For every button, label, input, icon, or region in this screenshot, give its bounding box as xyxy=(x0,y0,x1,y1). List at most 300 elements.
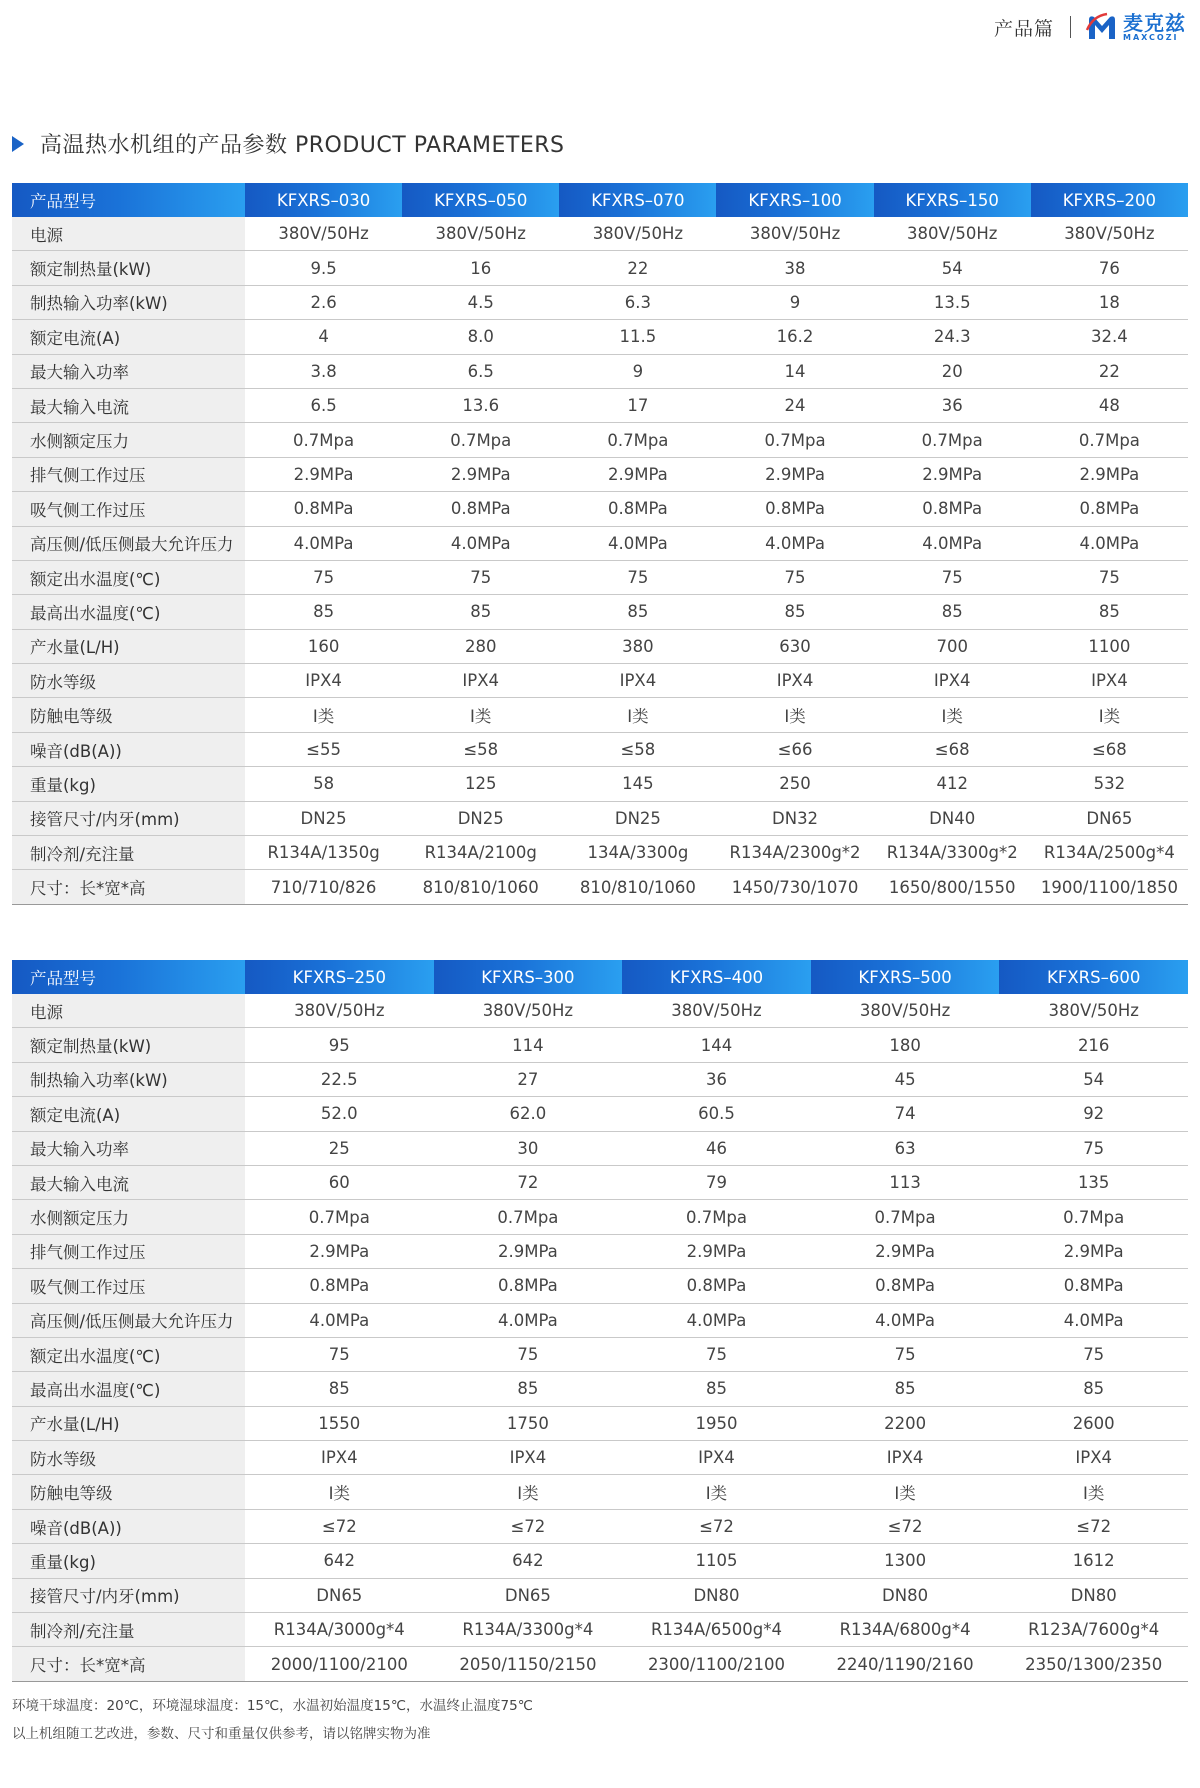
table-cell: 4.0MPa xyxy=(999,1303,1188,1337)
table-row xyxy=(12,1613,1188,1647)
row-label: 最高出水温度(℃) xyxy=(12,595,245,629)
table-cell: 380V/50Hz xyxy=(245,994,434,1028)
row-label: 尺寸：长*宽*高 xyxy=(12,1647,245,1681)
row-label: 最大输入功率 xyxy=(12,1131,245,1165)
table-cell: 4.0MPa xyxy=(874,526,1031,560)
table-cell: 0.8MPa xyxy=(402,492,559,526)
table-cell: 2.9MPa xyxy=(434,1234,623,1268)
table-cell: 30 xyxy=(434,1131,623,1165)
table-cell: DN80 xyxy=(999,1578,1188,1612)
model-header: KFXRS–600 xyxy=(999,960,1188,994)
table-cell: 125 xyxy=(402,767,559,801)
table-row xyxy=(12,1097,1188,1131)
table-cell: I类 xyxy=(622,1475,811,1509)
row-label: 产水量(L/H) xyxy=(12,629,245,663)
table-cell: 2300/1100/2100 xyxy=(622,1647,811,1681)
row-label: 吸气侧工作过压 xyxy=(12,1269,245,1303)
row-label: 噪音(dB(A)) xyxy=(12,1509,245,1543)
table-cell: 710/710/826 xyxy=(245,870,402,904)
table-cell: 75 xyxy=(402,560,559,594)
table-cell: 1100 xyxy=(1031,629,1188,663)
table-row xyxy=(12,994,1188,1028)
table-cell: 16.2 xyxy=(716,320,873,354)
model-header: KFXRS–400 xyxy=(622,960,811,994)
table-row xyxy=(12,870,1188,904)
row-label: 最大输入电流 xyxy=(12,1165,245,1199)
table-cell: IPX4 xyxy=(622,1441,811,1475)
table-row xyxy=(12,1131,1188,1165)
table-cell: 20 xyxy=(874,354,1031,388)
row-label: 重量(kg) xyxy=(12,1544,245,1578)
table-cell: 85 xyxy=(245,595,402,629)
table-header-row xyxy=(12,183,1188,217)
model-header: KFXRS–200 xyxy=(1031,183,1188,217)
table-cell: 1450/730/1070 xyxy=(716,870,873,904)
table-cell: 1300 xyxy=(811,1544,1000,1578)
row-label: 产水量(L/H) xyxy=(12,1406,245,1440)
table-row xyxy=(12,1441,1188,1475)
table-row xyxy=(12,388,1188,422)
table-cell: 4.0MPa xyxy=(1031,526,1188,560)
table-cell: 0.8MPa xyxy=(245,1269,434,1303)
row-label: 电源 xyxy=(12,994,245,1028)
table-cell: 36 xyxy=(622,1062,811,1096)
table-cell: 63 xyxy=(811,1131,1000,1165)
table-row xyxy=(12,354,1188,388)
table-cell: 2.9MPa xyxy=(622,1234,811,1268)
table-cell: 72 xyxy=(434,1165,623,1199)
table-cell: 2.9MPa xyxy=(811,1234,1000,1268)
table-cell: 0.7Mpa xyxy=(245,423,402,457)
row-label: 最大输入功率 xyxy=(12,354,245,388)
table-cell: 532 xyxy=(1031,767,1188,801)
table-cell: 810/810/1060 xyxy=(402,870,559,904)
table-cell: 1950 xyxy=(622,1406,811,1440)
table-cell: 810/810/1060 xyxy=(559,870,716,904)
table-cell: 2.6 xyxy=(245,285,402,319)
table-row xyxy=(12,1647,1188,1681)
row-label: 接管尺寸/内牙(mm) xyxy=(12,801,245,835)
table-cell: 75 xyxy=(874,560,1031,594)
table-cell: 85 xyxy=(622,1372,811,1406)
table-cell: 48 xyxy=(1031,388,1188,422)
table-cell: 9.5 xyxy=(245,251,402,285)
model-header: KFXRS–300 xyxy=(434,960,623,994)
table-cell: 75 xyxy=(434,1337,623,1371)
row-label: 防水等级 xyxy=(12,664,245,698)
table-cell: 62.0 xyxy=(434,1097,623,1131)
table-cell: 22.5 xyxy=(245,1062,434,1096)
table-cell: 25 xyxy=(245,1131,434,1165)
table-cell: I类 xyxy=(999,1475,1188,1509)
table-cell: R134A/2300g*2 xyxy=(716,836,873,870)
table-cell: 85 xyxy=(1031,595,1188,629)
table-cell: 216 xyxy=(999,1028,1188,1062)
table-cell: 13.5 xyxy=(874,285,1031,319)
table-cell: 0.7Mpa xyxy=(811,1200,1000,1234)
table-cell: 4.0MPa xyxy=(402,526,559,560)
table-row xyxy=(12,560,1188,594)
table-cell: 700 xyxy=(874,629,1031,663)
table-cell: 2600 xyxy=(999,1406,1188,1440)
table-row xyxy=(12,595,1188,629)
table-cell: ≤68 xyxy=(1031,732,1188,766)
table-cell: I类 xyxy=(402,698,559,732)
table-row xyxy=(12,251,1188,285)
parameters-table-2 xyxy=(12,960,1188,1682)
table-row xyxy=(12,526,1188,560)
row-label: 额定制热量(kW) xyxy=(12,1028,245,1062)
table-cell: 9 xyxy=(559,354,716,388)
table-cell: 76 xyxy=(1031,251,1188,285)
table-cell: 75 xyxy=(559,560,716,594)
table-cell: 85 xyxy=(402,595,559,629)
table-cell: 9 xyxy=(716,285,873,319)
table-cell: 24.3 xyxy=(874,320,1031,354)
table-cell: 1900/1100/1850 xyxy=(1031,870,1188,904)
table-row xyxy=(12,1544,1188,1578)
table-cell: 1650/800/1550 xyxy=(874,870,1031,904)
table-cell: R134A/1350g xyxy=(245,836,402,870)
table-cell: 4.0MPa xyxy=(811,1303,1000,1337)
table-cell: 2200 xyxy=(811,1406,1000,1440)
table-cell: 4.5 xyxy=(402,285,559,319)
table-cell: 75 xyxy=(811,1337,1000,1371)
table-cell: ≤72 xyxy=(999,1509,1188,1543)
footnote-disclaimer: 以上机组随工艺改进，参数、尺寸和重量仅供参考，请以铭牌实物为准 xyxy=(12,1726,431,1742)
brand-logo xyxy=(1085,12,1186,42)
row-label: 制冷剂/充注量 xyxy=(12,836,245,870)
header-divider xyxy=(1070,16,1071,38)
table-cell: 85 xyxy=(434,1372,623,1406)
table-cell: 54 xyxy=(874,251,1031,285)
table-cell: 2000/1100/2100 xyxy=(245,1647,434,1681)
table-row xyxy=(12,1475,1188,1509)
table-cell: 95 xyxy=(245,1028,434,1062)
table-cell: 6.3 xyxy=(559,285,716,319)
table-cell: 0.7Mpa xyxy=(559,423,716,457)
table-cell: IPX4 xyxy=(245,664,402,698)
table-cell: DN80 xyxy=(811,1578,1000,1612)
table-row xyxy=(12,1165,1188,1199)
header-label: 产品型号 xyxy=(12,960,245,994)
table-cell: 0.7Mpa xyxy=(999,1200,1188,1234)
table-row xyxy=(12,836,1188,870)
table-cell: I类 xyxy=(716,698,873,732)
table-cell: 27 xyxy=(434,1062,623,1096)
table-cell: 642 xyxy=(434,1544,623,1578)
table-cell: R134A/3300g*4 xyxy=(434,1613,623,1647)
table-cell: R134A/3000g*4 xyxy=(245,1613,434,1647)
table-row xyxy=(12,1337,1188,1371)
row-label: 水侧额定压力 xyxy=(12,423,245,457)
table-row xyxy=(12,1234,1188,1268)
table-cell: 60 xyxy=(245,1165,434,1199)
row-label: 额定电流(A) xyxy=(12,1097,245,1131)
row-label: 电源 xyxy=(12,217,245,251)
table-row xyxy=(12,1509,1188,1543)
table-row xyxy=(12,285,1188,319)
table-cell: DN40 xyxy=(874,801,1031,835)
table-cell: 0.8MPa xyxy=(999,1269,1188,1303)
table-row xyxy=(12,1578,1188,1612)
table-cell: 0.8MPa xyxy=(1031,492,1188,526)
row-label: 水侧额定压力 xyxy=(12,1200,245,1234)
table-cell: 75 xyxy=(716,560,873,594)
row-label: 额定制热量(kW) xyxy=(12,251,245,285)
table-cell: 4 xyxy=(245,320,402,354)
table-cell: IPX4 xyxy=(559,664,716,698)
table-cell: 22 xyxy=(1031,354,1188,388)
table-cell: 58 xyxy=(245,767,402,801)
table-cell: R134A/3300g*2 xyxy=(874,836,1031,870)
table-cell: 45 xyxy=(811,1062,1000,1096)
table-row xyxy=(12,217,1188,251)
table-cell: 14 xyxy=(716,354,873,388)
page-title xyxy=(12,128,565,159)
table-cell: 380V/50Hz xyxy=(716,217,873,251)
table-cell: 0.7Mpa xyxy=(402,423,559,457)
table-cell: 75 xyxy=(1031,560,1188,594)
table-cell: R134A/6800g*4 xyxy=(811,1613,1000,1647)
table-cell: 75 xyxy=(999,1337,1188,1371)
table-cell: 60.5 xyxy=(622,1097,811,1131)
row-label: 接管尺寸/内牙(mm) xyxy=(12,1578,245,1612)
table-cell: 0.8MPa xyxy=(716,492,873,526)
table-row xyxy=(12,732,1188,766)
table-cell: 75 xyxy=(245,560,402,594)
brand-name-cn: 麦克兹 xyxy=(1123,10,1186,35)
table-cell: 32.4 xyxy=(1031,320,1188,354)
table-row xyxy=(12,1028,1188,1062)
table-cell: 18 xyxy=(1031,285,1188,319)
row-label: 吸气侧工作过压 xyxy=(12,492,245,526)
table-cell: DN25 xyxy=(402,801,559,835)
row-label: 高压侧/低压侧最大允许压力 xyxy=(12,526,245,560)
table-cell: R134A/2100g xyxy=(402,836,559,870)
table-cell: 2.9MPa xyxy=(716,457,873,491)
row-label: 最高出水温度(℃) xyxy=(12,1372,245,1406)
table-cell: DN25 xyxy=(245,801,402,835)
table-cell: 6.5 xyxy=(245,388,402,422)
table-cell: 0.8MPa xyxy=(622,1269,811,1303)
table-cell: 114 xyxy=(434,1028,623,1062)
table-cell: 4.0MPa xyxy=(245,526,402,560)
table-cell: DN32 xyxy=(716,801,873,835)
table-cell: ≤66 xyxy=(716,732,873,766)
table-cell: 630 xyxy=(716,629,873,663)
table-cell: ≤58 xyxy=(402,732,559,766)
table-row xyxy=(12,698,1188,732)
table-cell: 2.9MPa xyxy=(245,457,402,491)
model-header: KFXRS–070 xyxy=(559,183,716,217)
table-cell: 46 xyxy=(622,1131,811,1165)
table-cell: I类 xyxy=(245,1475,434,1509)
table-cell: 2.9MPa xyxy=(402,457,559,491)
table-row xyxy=(12,801,1188,835)
table-cell: 2.9MPa xyxy=(559,457,716,491)
title-arrow-icon xyxy=(12,136,24,152)
table-cell: DN25 xyxy=(559,801,716,835)
table-cell: ≤68 xyxy=(874,732,1031,766)
table-cell: 3.8 xyxy=(245,354,402,388)
table-cell: 2350/1300/2350 xyxy=(999,1647,1188,1681)
table-row xyxy=(12,767,1188,801)
table-cell: 85 xyxy=(559,595,716,629)
table-row xyxy=(12,492,1188,526)
row-label: 额定出水温度(℃) xyxy=(12,560,245,594)
table-cell: 24 xyxy=(716,388,873,422)
table-row xyxy=(12,423,1188,457)
table-cell: 4.0MPa xyxy=(434,1303,623,1337)
footnotes xyxy=(12,1692,533,1748)
model-header: KFXRS–100 xyxy=(716,183,873,217)
table-row xyxy=(12,457,1188,491)
brand-logo-icon xyxy=(1085,12,1119,42)
table-cell: 0.7Mpa xyxy=(622,1200,811,1234)
row-label: 防触电等级 xyxy=(12,698,245,732)
table-cell: ≤72 xyxy=(434,1509,623,1543)
table-cell: 1750 xyxy=(434,1406,623,1440)
table-cell: 2240/1190/2160 xyxy=(811,1647,1000,1681)
table-cell: 85 xyxy=(245,1372,434,1406)
table-cell: I类 xyxy=(811,1475,1000,1509)
table-row xyxy=(12,1062,1188,1096)
table-cell: 2.9MPa xyxy=(245,1234,434,1268)
table-cell: IPX4 xyxy=(874,664,1031,698)
table-cell: 22 xyxy=(559,251,716,285)
table-cell: 380V/50Hz xyxy=(1031,217,1188,251)
table-cell: 135 xyxy=(999,1165,1188,1199)
table-cell: I类 xyxy=(434,1475,623,1509)
table-cell: 0.7Mpa xyxy=(716,423,873,457)
model-header: KFXRS–030 xyxy=(245,183,402,217)
table-cell: IPX4 xyxy=(716,664,873,698)
table-cell: IPX4 xyxy=(1031,664,1188,698)
table-cell: IPX4 xyxy=(402,664,559,698)
table-cell: 54 xyxy=(999,1062,1188,1096)
table-row xyxy=(12,1200,1188,1234)
row-label: 重量(kg) xyxy=(12,767,245,801)
table-cell: 145 xyxy=(559,767,716,801)
page-title-text: 高温热水机组的产品参数 PRODUCT PARAMETERS xyxy=(40,133,565,158)
page-header xyxy=(994,10,1186,44)
parameters-table-1 xyxy=(12,183,1188,905)
table-cell: 380V/50Hz xyxy=(874,217,1031,251)
model-header: KFXRS–150 xyxy=(874,183,1031,217)
table-cell: 74 xyxy=(811,1097,1000,1131)
table-cell: I类 xyxy=(245,698,402,732)
model-header: KFXRS–250 xyxy=(245,960,434,994)
table-cell: 0.8MPa xyxy=(811,1269,1000,1303)
table-cell: 380V/50Hz xyxy=(622,994,811,1028)
table-cell: 0.7Mpa xyxy=(245,1200,434,1234)
table-row xyxy=(12,1406,1188,1440)
header-label: 产品型号 xyxy=(12,183,245,217)
row-label: 防触电等级 xyxy=(12,1475,245,1509)
table-cell: 16 xyxy=(402,251,559,285)
table-cell: 380 xyxy=(559,629,716,663)
table-cell: 17 xyxy=(559,388,716,422)
table-cell: IPX4 xyxy=(999,1441,1188,1475)
table-cell: 380V/50Hz xyxy=(402,217,559,251)
table-header-row xyxy=(12,960,1188,994)
table-cell: DN65 xyxy=(245,1578,434,1612)
table-cell: 13.6 xyxy=(402,388,559,422)
table-cell: 75 xyxy=(999,1131,1188,1165)
table-cell: 52.0 xyxy=(245,1097,434,1131)
table-cell: ≤55 xyxy=(245,732,402,766)
table-cell: 380V/50Hz xyxy=(559,217,716,251)
table-cell: 2.9MPa xyxy=(874,457,1031,491)
table-row xyxy=(12,1269,1188,1303)
table-cell: 380V/50Hz xyxy=(245,217,402,251)
table-cell: IPX4 xyxy=(245,1441,434,1475)
row-label: 额定出水温度(℃) xyxy=(12,1337,245,1371)
table-cell: 4.0MPa xyxy=(245,1303,434,1337)
table-cell: 79 xyxy=(622,1165,811,1199)
table-cell: I类 xyxy=(559,698,716,732)
table-cell: 2050/1150/2150 xyxy=(434,1647,623,1681)
table-cell: DN65 xyxy=(434,1578,623,1612)
table-row xyxy=(12,664,1188,698)
row-label: 制热输入功率(kW) xyxy=(12,1062,245,1096)
table-cell: ≤72 xyxy=(622,1509,811,1543)
table-row xyxy=(12,629,1188,663)
table-cell: 0.8MPa xyxy=(874,492,1031,526)
table-cell: IPX4 xyxy=(434,1441,623,1475)
row-label: 高压侧/低压侧最大允许压力 xyxy=(12,1303,245,1337)
table-cell: 134A/3300g xyxy=(559,836,716,870)
table-cell: 250 xyxy=(716,767,873,801)
row-label: 最大输入电流 xyxy=(12,388,245,422)
table-cell: 75 xyxy=(622,1337,811,1371)
table-cell: 85 xyxy=(874,595,1031,629)
table-cell: R134A/6500g*4 xyxy=(622,1613,811,1647)
table-cell: 1612 xyxy=(999,1544,1188,1578)
model-header: KFXRS–050 xyxy=(402,183,559,217)
table-cell: 0.7Mpa xyxy=(874,423,1031,457)
brand-name-en: MAXCOZI xyxy=(1123,32,1179,42)
table-cell: 2.9MPa xyxy=(1031,457,1188,491)
row-label: 额定电流(A) xyxy=(12,320,245,354)
table-cell: 180 xyxy=(811,1028,1000,1062)
table-cell: 8.0 xyxy=(402,320,559,354)
table-cell: R123A/7600g*4 xyxy=(999,1613,1188,1647)
table-cell: 4.0MPa xyxy=(622,1303,811,1337)
table-cell: I类 xyxy=(874,698,1031,732)
table-cell: 380V/50Hz xyxy=(999,994,1188,1028)
table-cell: 380V/50Hz xyxy=(811,994,1000,1028)
table-row xyxy=(12,320,1188,354)
table-cell: 85 xyxy=(716,595,873,629)
table-row xyxy=(12,1303,1188,1337)
table-cell: 6.5 xyxy=(402,354,559,388)
table-cell: 0.8MPa xyxy=(559,492,716,526)
row-label: 排气侧工作过压 xyxy=(12,457,245,491)
table-cell: 0.7Mpa xyxy=(434,1200,623,1234)
table-cell: I类 xyxy=(1031,698,1188,732)
row-label: 防水等级 xyxy=(12,1441,245,1475)
table-cell: IPX4 xyxy=(811,1441,1000,1475)
table-cell: 2.9MPa xyxy=(999,1234,1188,1268)
table-cell: 11.5 xyxy=(559,320,716,354)
table-cell: 4.0MPa xyxy=(559,526,716,560)
table-cell: 380V/50Hz xyxy=(434,994,623,1028)
row-label: 噪音(dB(A)) xyxy=(12,732,245,766)
table-cell: 0.7Mpa xyxy=(1031,423,1188,457)
table-cell: 92 xyxy=(999,1097,1188,1131)
